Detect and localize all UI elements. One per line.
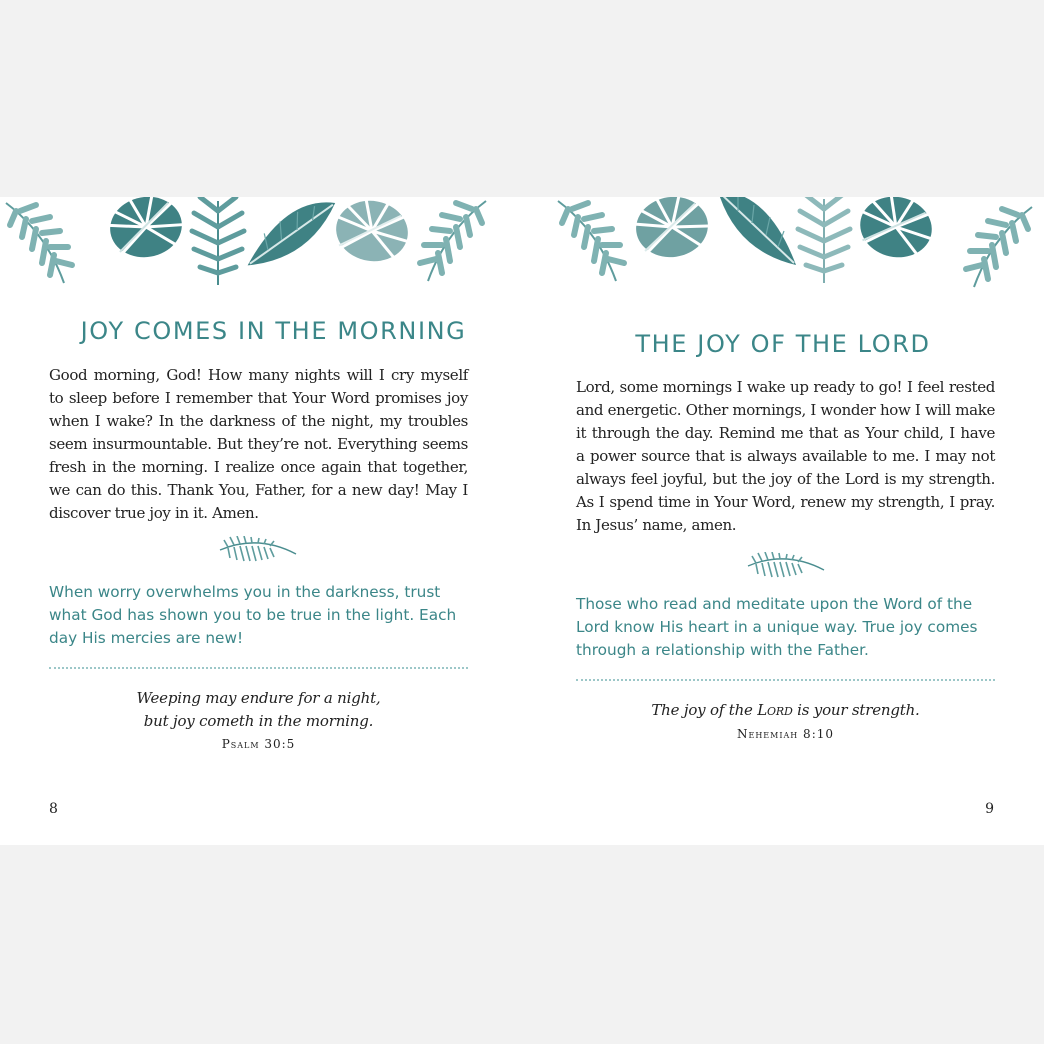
verse-text: is your strength. xyxy=(792,701,920,719)
left-page xyxy=(0,197,522,845)
feather-icon xyxy=(218,536,298,566)
dotted-divider xyxy=(49,667,468,669)
page-title: JOY COMES IN THE MORNING xyxy=(80,317,467,345)
scripture-reference: Nehemiah 8:10 xyxy=(736,727,835,741)
verse-text: The joy of the xyxy=(651,701,758,719)
verse-lord: Lord xyxy=(757,701,793,719)
prayer-text: Lord, some mornings I wake up ready to go! I feel rested and energetic. Other mornings, I wonder how I will make it through the day. Remind me that as Your child, I have a power source that is always available to me. I may not always feel joyful, but the joy of the Lord is my strength. As I spend time in Your Word, renew my strength, I pray. In Jesus’ name, amen. xyxy=(576,378,995,534)
page-title: THE JOY OF THE LORD xyxy=(635,330,931,358)
prayer-text: Good morning, God! How many nights will I cry myself to sleep before I remember that Your Word promises joy when I wake? In the darkness of the night, my troubles seem insurmountable. But they’re not. Everything seems fresh in the morning. I realize once again that together, we can do this. Thank You, Father, for a new day! May I discover true joy in it. Amen. xyxy=(49,366,468,522)
feather-icon xyxy=(746,552,826,582)
scripture-verse xyxy=(576,699,995,722)
verse-line: Weeping may endure for a night, xyxy=(136,689,381,707)
verse-line: but joy cometh in the morning. xyxy=(143,712,374,730)
devotion-text: When worry overwhelms you in the darkness, trust what God has shown you to be true in the light. Each day His mercies are new! xyxy=(49,583,457,647)
book-spread xyxy=(0,197,1044,845)
page-number: 9 xyxy=(985,801,994,817)
devotion-text: Those who read and meditate upon the Word of the Lord know His heart in a unique way. True joy comes through a relationship with the Father. xyxy=(576,595,978,659)
page-number: 8 xyxy=(49,801,58,817)
scripture-verse xyxy=(49,687,468,733)
dotted-divider xyxy=(576,679,995,681)
scripture-reference: Psalm 30:5 xyxy=(221,737,296,751)
right-page xyxy=(522,197,1044,845)
